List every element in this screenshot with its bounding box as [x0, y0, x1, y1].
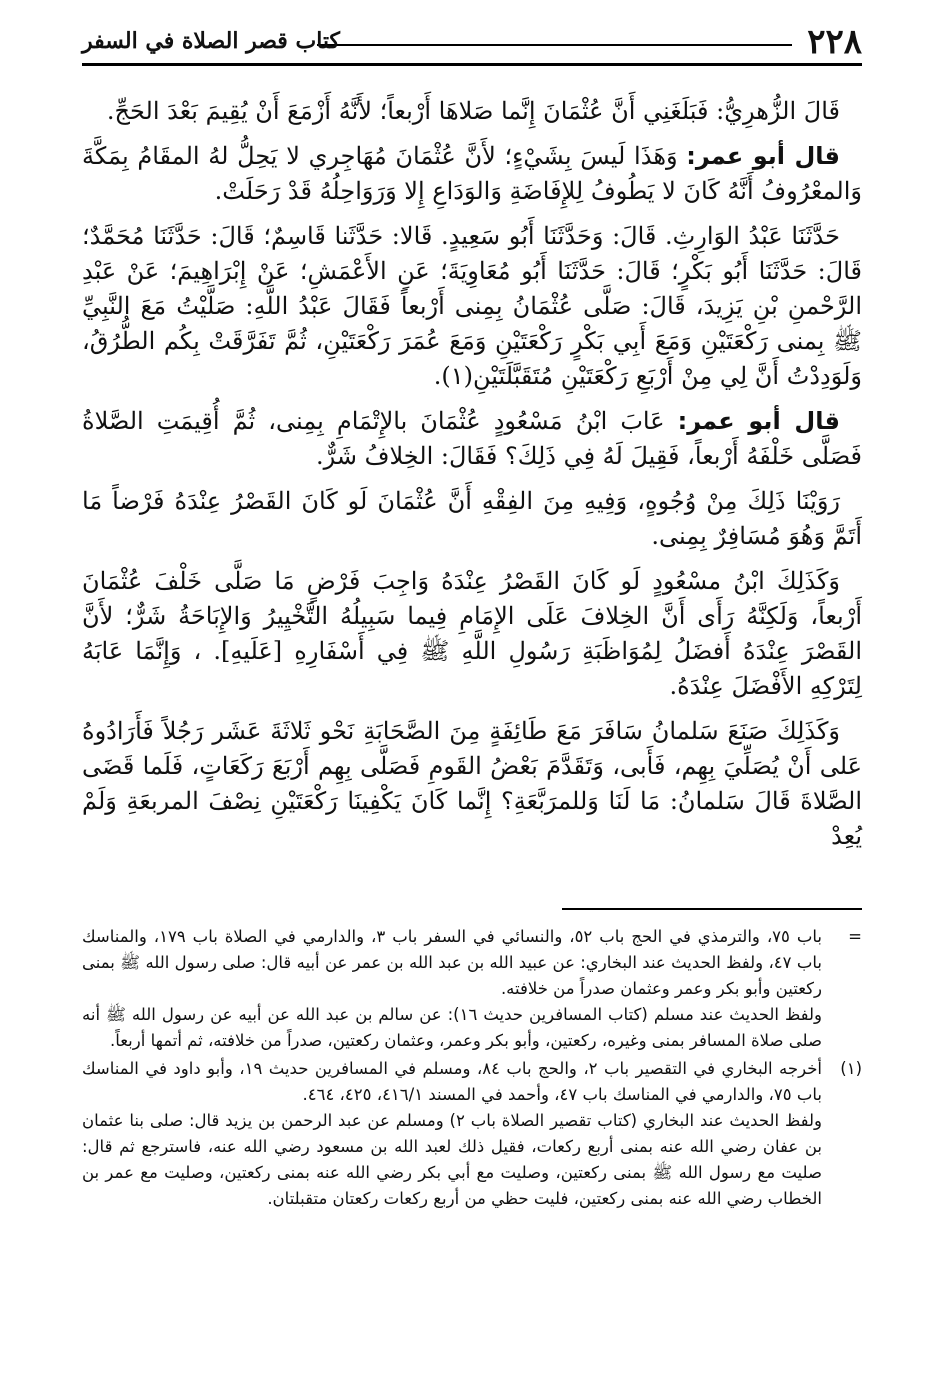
- speaker-label: قال أبو عمر:: [677, 407, 840, 435]
- paragraph-text: عَابَ ابْنُ مَسْعُودٍ عُثْمَانَ بالإِتْمَامِ بِمِنى، ثُمَّ أُقِيمَتِ الصَّلاةُ فَصَلَّى خَلْفَهُ أَرْبعاً، فَقِيلَ لَهُ فِي ذَلِكَ؟ فَقَالَ: الخِلافُ شَرٌّ.: [82, 407, 862, 470]
- paragraph: [82, 94, 862, 129]
- paragraph-text: وَكَذَلِكَ ابْنُ مسْعُودٍ لَو كَانَ القَصْرُ عِنْدَهُ وَاجِبَ فَرْضٍ مَا صَلَّى خَلْفَ عُثْمَانَ أَرْبعاً، وَلَكِنَّهُ رَأَى أَنَّ الخِلافَ عَلَى الإِمَامِ فِيما سَبِيلُهُ التَّخْيِيرُ وَالإِبَاحَةُ شَرٌّ؛ لأَنَّ القَصْرَ عِنْدَهُ أَفضَلُ لِمُوَاظَبَةِ رَسُولِ اللَّهِ ﷺ فِي أَسْفَارِهِ [عَلَيهِ]. ، وَإِنَّمَا عَابَهُ لِتَرْكِهِ الأَفْضَلَ عِنْدَهُ.: [82, 567, 862, 700]
- paragraph-text: رَوَيْنَا ذَلِكَ مِنْ وُجُوهٍ، وَفِيهِ مِنَ الفِقْهِ أَنَّ عُثْمَانَ لَو كَانَ القَصْرُ عِنْدَهُ فَرْضاً مَا أَتَمَّ وَهُوَ مُسَافِرٌ بِمِنى.: [82, 487, 862, 550]
- footnote-line: أخرجه البخاري في التقصير باب ٢، والحج باب ٨٤، ومسلم في المسافرين حديث ١٩، وأبو داود في المناسك باب ٧٥، والدارمي في المناسك باب ٤٧، وأحمد في المسند ٤١٦/١، ٤٢٥، ٤٦٤.: [82, 1059, 822, 1104]
- paragraph-text: قَالَ الزُّهرِيُّ: فَبَلَغَنِي أَنَّ عُثْمَانَ إِنَّما صَلاهَا أَرْبعاً؛ لأَنَّهُ أَزْمَعَ أَنْ يُقِيمَ بَعْدَ الحَجِّ.: [106, 97, 840, 125]
- page-number: ٢٢٨: [807, 22, 862, 62]
- footnote-line: ولفظ الحديث عند مسلم (كتاب المسافرين حديث ١٦): عن سالم بن عبد الله عن أبيه عن رسول الله ﷺ أنه صلى صلاة المسافر بمنى وغيره، ركعتين، وأبو بكر وعمر، وعثمان ركعتين، صدراً من خلافته، ثم أتمها أربعاً.: [82, 1005, 822, 1050]
- header-dash: [317, 44, 792, 46]
- paragraph: [82, 404, 862, 474]
- paragraph-text: وَهَذَا لَيسَ بِشَيْءٍ؛ لأَنَّ عُثْمَانَ مُهَاجِري لا يَحِلُّ لهُ المقَامُ بِمَكَّةَ وَالمعْرُوفُ أَنَّهُ كَانَ لا يَطُوفُ لِلإِفَاضَةِ وَالوَدَاعِ إِلا وَرَوَاحِلُهُ قَدْ رَحَلَتْ.: [82, 142, 862, 205]
- footnote-divider: [562, 908, 862, 910]
- paragraph: [82, 484, 862, 554]
- footnote-continued: [82, 924, 862, 1054]
- paragraph-text: وَكَذَلِكَ صَنَعَ سَلمانُ سَافَرَ مَعَ طَائِفَةٍ مِنَ الصَّحَابَةِ نَحْو ثَلاثَةَ عَشَر رَجُلاً فَأَرَادُوهُ عَلى أَنْ يُصَلِّيَ بِهِم، فَأَبى، وَتَقَدَّمَ بَعْضُ القَومِ فَصَلَّى بِهِم أَرْبَعَ رَكَعَاتٍ، فَلَما قَضَى الصَّلاةَ قَالَ سَلمانُ: مَا لَنَا وَللمرَبَّعَةِ؟ إِنَّما كَانَ يَكْفِينَا رَكْعَتَيْنِ نِصْفَ المربعَةِ وَلَمْ يُعِدْ: [82, 717, 863, 850]
- paragraph: [82, 564, 862, 704]
- running-title: كتاب قصر الصلاة في السفر: [82, 28, 341, 54]
- paragraph-text: حَدَّثَنَا عَبْدُ الوَارِثِ. قَالَ: وَحَدَّثَنَا أَبُو سَعِيدٍ. قَالا: حَدَّثَنا قَاسِمٌ؛ قَالَ: حَدَّثَنَا مُحَمَّدٌ؛ قَالَ: حَدَّثَنَا أَبُو بَكْرٍ؛ قَالَ: حَدَّثَنَا أَبُو مُعَاوِيَةَ؛ عَنِ الأَعْمَشِ؛ عَنْ إِبْرَاهِيمَ؛ عَنْ عَبْدِ الرَّحْمنِ بْنِ يَزِيدَ، قَالَ: صَلَّى عُثْمَانُ بِمِنى أَرْبعاً فَقَالَ عَبْدُ اللَّهِ: صَلَّيْتُ مَعَ النَّبِيِّ ﷺ بِمنى رَكْعَتَيْنِ وَمَعَ أَبِي بَكْرٍ رَكْعَتَيْنِ وَمَعَ عُمَرَ رَكْعَتَيْنِ، ثُمَّ تَفَرَّقَتْ بِكُم الطُّرُقُ، وَلَوَدِدْتُ أَنَّ لِي مِنْ أَرْبَعِ رَكْعَتَيْنِ مُتَقَبَّلَتَيْنِ(١).: [82, 222, 862, 390]
- paragraph: [82, 714, 862, 854]
- footnote-mark: (١): [840, 1059, 862, 1078]
- header-rule: [82, 63, 862, 66]
- footnotes: [82, 924, 862, 1214]
- speaker-label: قال أبو عمر:: [686, 142, 840, 170]
- footnote-line: باب ٧٥، والترمذي في الحج باب ٥٢، والنسائي في السفر باب ٣، والدارمي في الصلاة باب ١٧٩، والمناسك باب ٤٧، ولفظ الحديث عند البخاري: عن عبيد الله بن عبد الله بن عمر عن أبيه قال: صلى رسول الله ﷺ بمنى ركعتين وأبو بكر وعمر وعثمان صدراً من خلافته.: [82, 927, 822, 998]
- page-header: [82, 22, 862, 66]
- main-text: [82, 94, 862, 864]
- footnote-mark: =: [848, 927, 862, 946]
- paragraph: [82, 139, 862, 209]
- paragraph: [82, 219, 862, 394]
- footnote-line: ولفظ الحديث عند البخاري (كتاب تقصير الصلاة باب ٢) ومسلم عن عبد الرحمن بن يزيد قال: صلى بنا عثمان بن عفان رضي الله عنه بمنى أربع ركعات، فقيل ذلك لعبد الله بن مسعود رضي الله عنه، فاسترجع ثم قال: صليت مع رسول الله ﷺ بمنى ركعتين، وصليت مع أبي بكر رضي الله عنه بمنى ركعتين، وصليت مع عمر بن الخطاب رضي الله عنه بمنى ركعتين، فليت حظي من أربع ركعات ركعتان متقبلتان.: [82, 1111, 822, 1208]
- footnote-1: [82, 1056, 862, 1212]
